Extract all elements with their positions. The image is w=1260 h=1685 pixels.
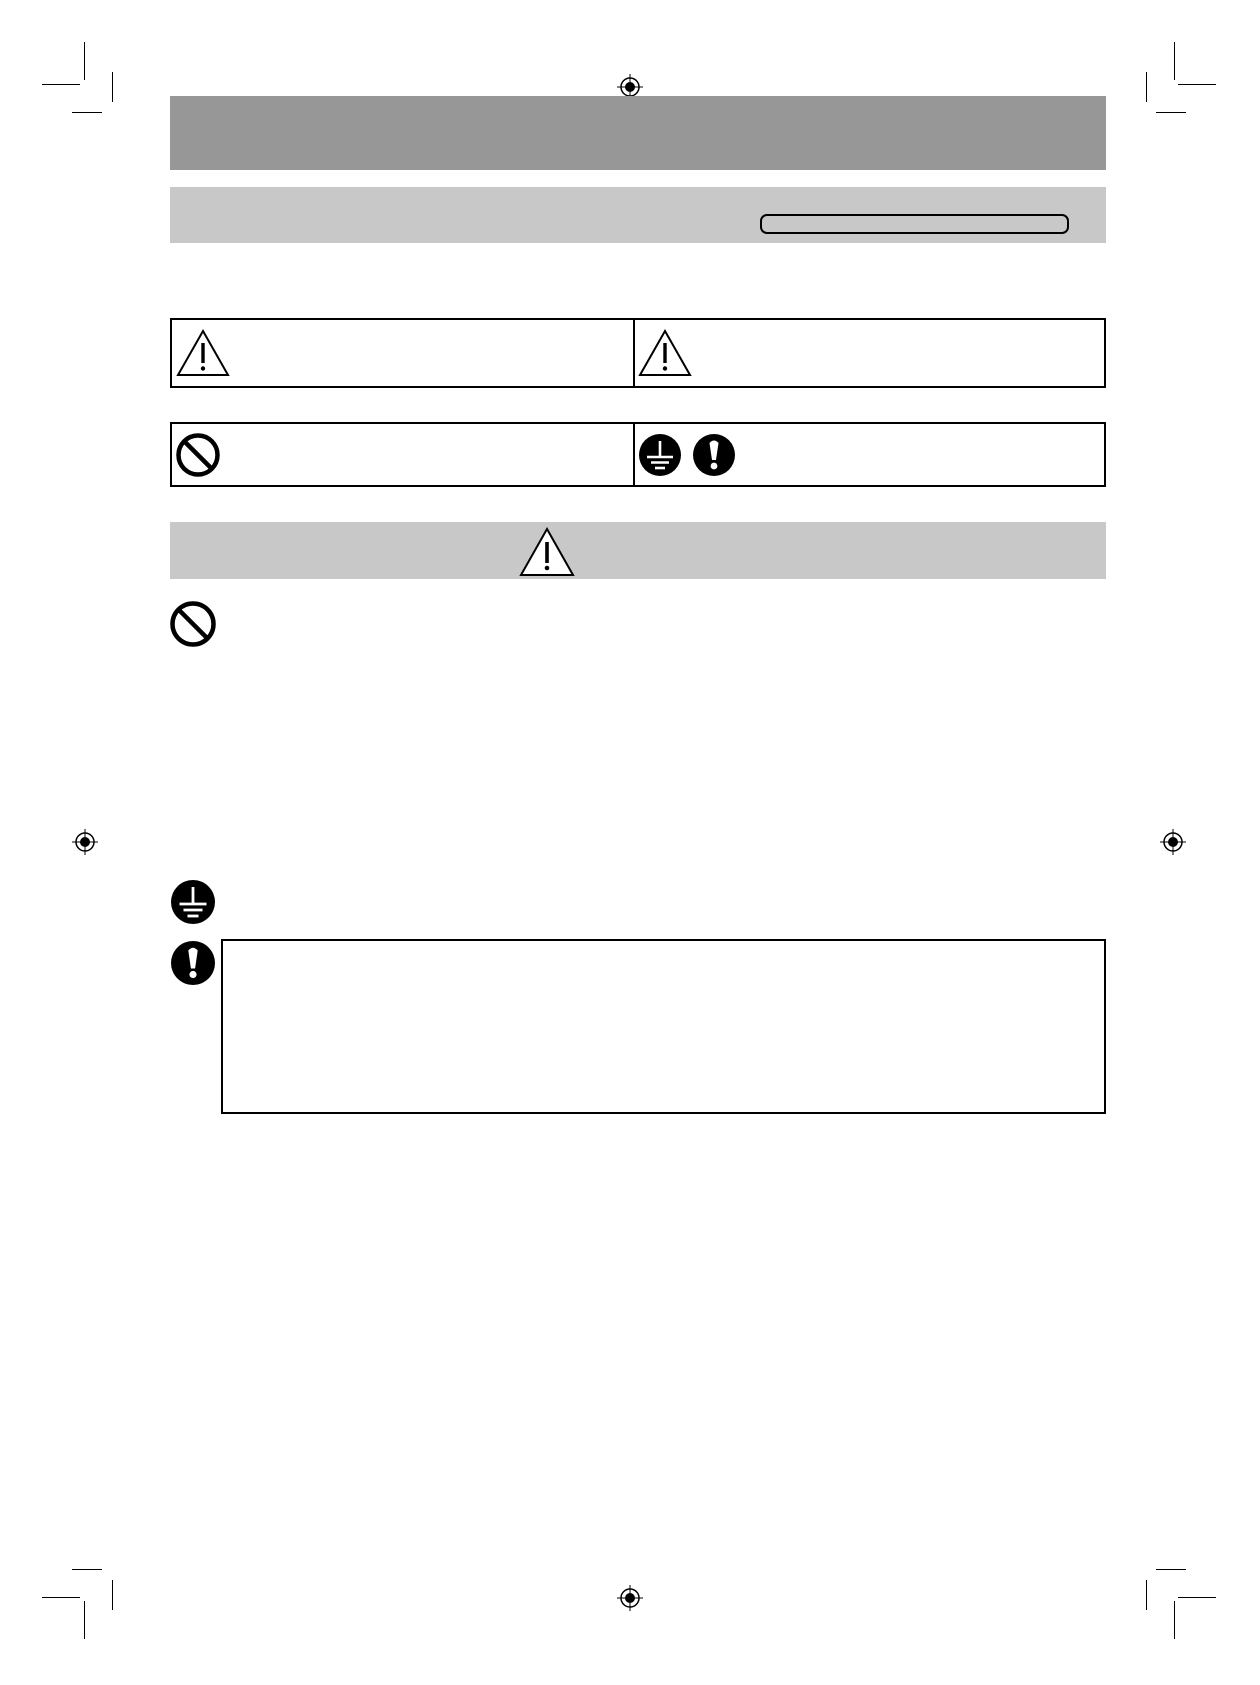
crop-mark: [1146, 1580, 1147, 1610]
crop-mark: [84, 1601, 85, 1639]
legend-divider: [633, 424, 635, 485]
warning-section-band: [170, 522, 1106, 579]
ground-icon: [638, 433, 682, 477]
legend-divider: [633, 320, 635, 386]
crop-mark: [42, 1597, 80, 1598]
registration-target-icon: [617, 1585, 643, 1611]
crop-mark: [42, 84, 80, 85]
prohibition-icon: [170, 601, 216, 647]
ground-icon: [170, 879, 216, 925]
crop-mark: [72, 112, 102, 113]
crop-mark: [1178, 84, 1216, 85]
crop-mark: [1174, 42, 1175, 80]
crop-mark: [112, 72, 113, 102]
subheader-pill: [760, 214, 1069, 234]
legend-row-warning-caution: [170, 318, 1106, 388]
warning-triangle-icon: [519, 527, 575, 577]
warning-triangle-icon: [176, 329, 230, 377]
mandatory-exclamation-icon: [170, 940, 216, 986]
crop-mark: [1174, 1601, 1175, 1639]
crop-mark: [72, 1569, 102, 1570]
crop-mark: [1146, 72, 1147, 102]
mandatory-exclamation-icon: [692, 433, 736, 477]
legend-row-symbols: [170, 422, 1106, 487]
registration-target-icon: [1160, 829, 1186, 855]
crop-mark: [1156, 112, 1186, 113]
crop-mark: [1178, 1597, 1216, 1598]
crop-mark: [84, 42, 85, 80]
prohibition-icon: [176, 433, 220, 477]
crop-mark: [112, 1580, 113, 1610]
header-bar: [170, 96, 1106, 170]
registration-target-icon: [72, 829, 98, 855]
caution-triangle-icon: [638, 329, 692, 377]
mandatory-notice-box: [221, 939, 1106, 1114]
crop-mark: [1156, 1569, 1186, 1570]
